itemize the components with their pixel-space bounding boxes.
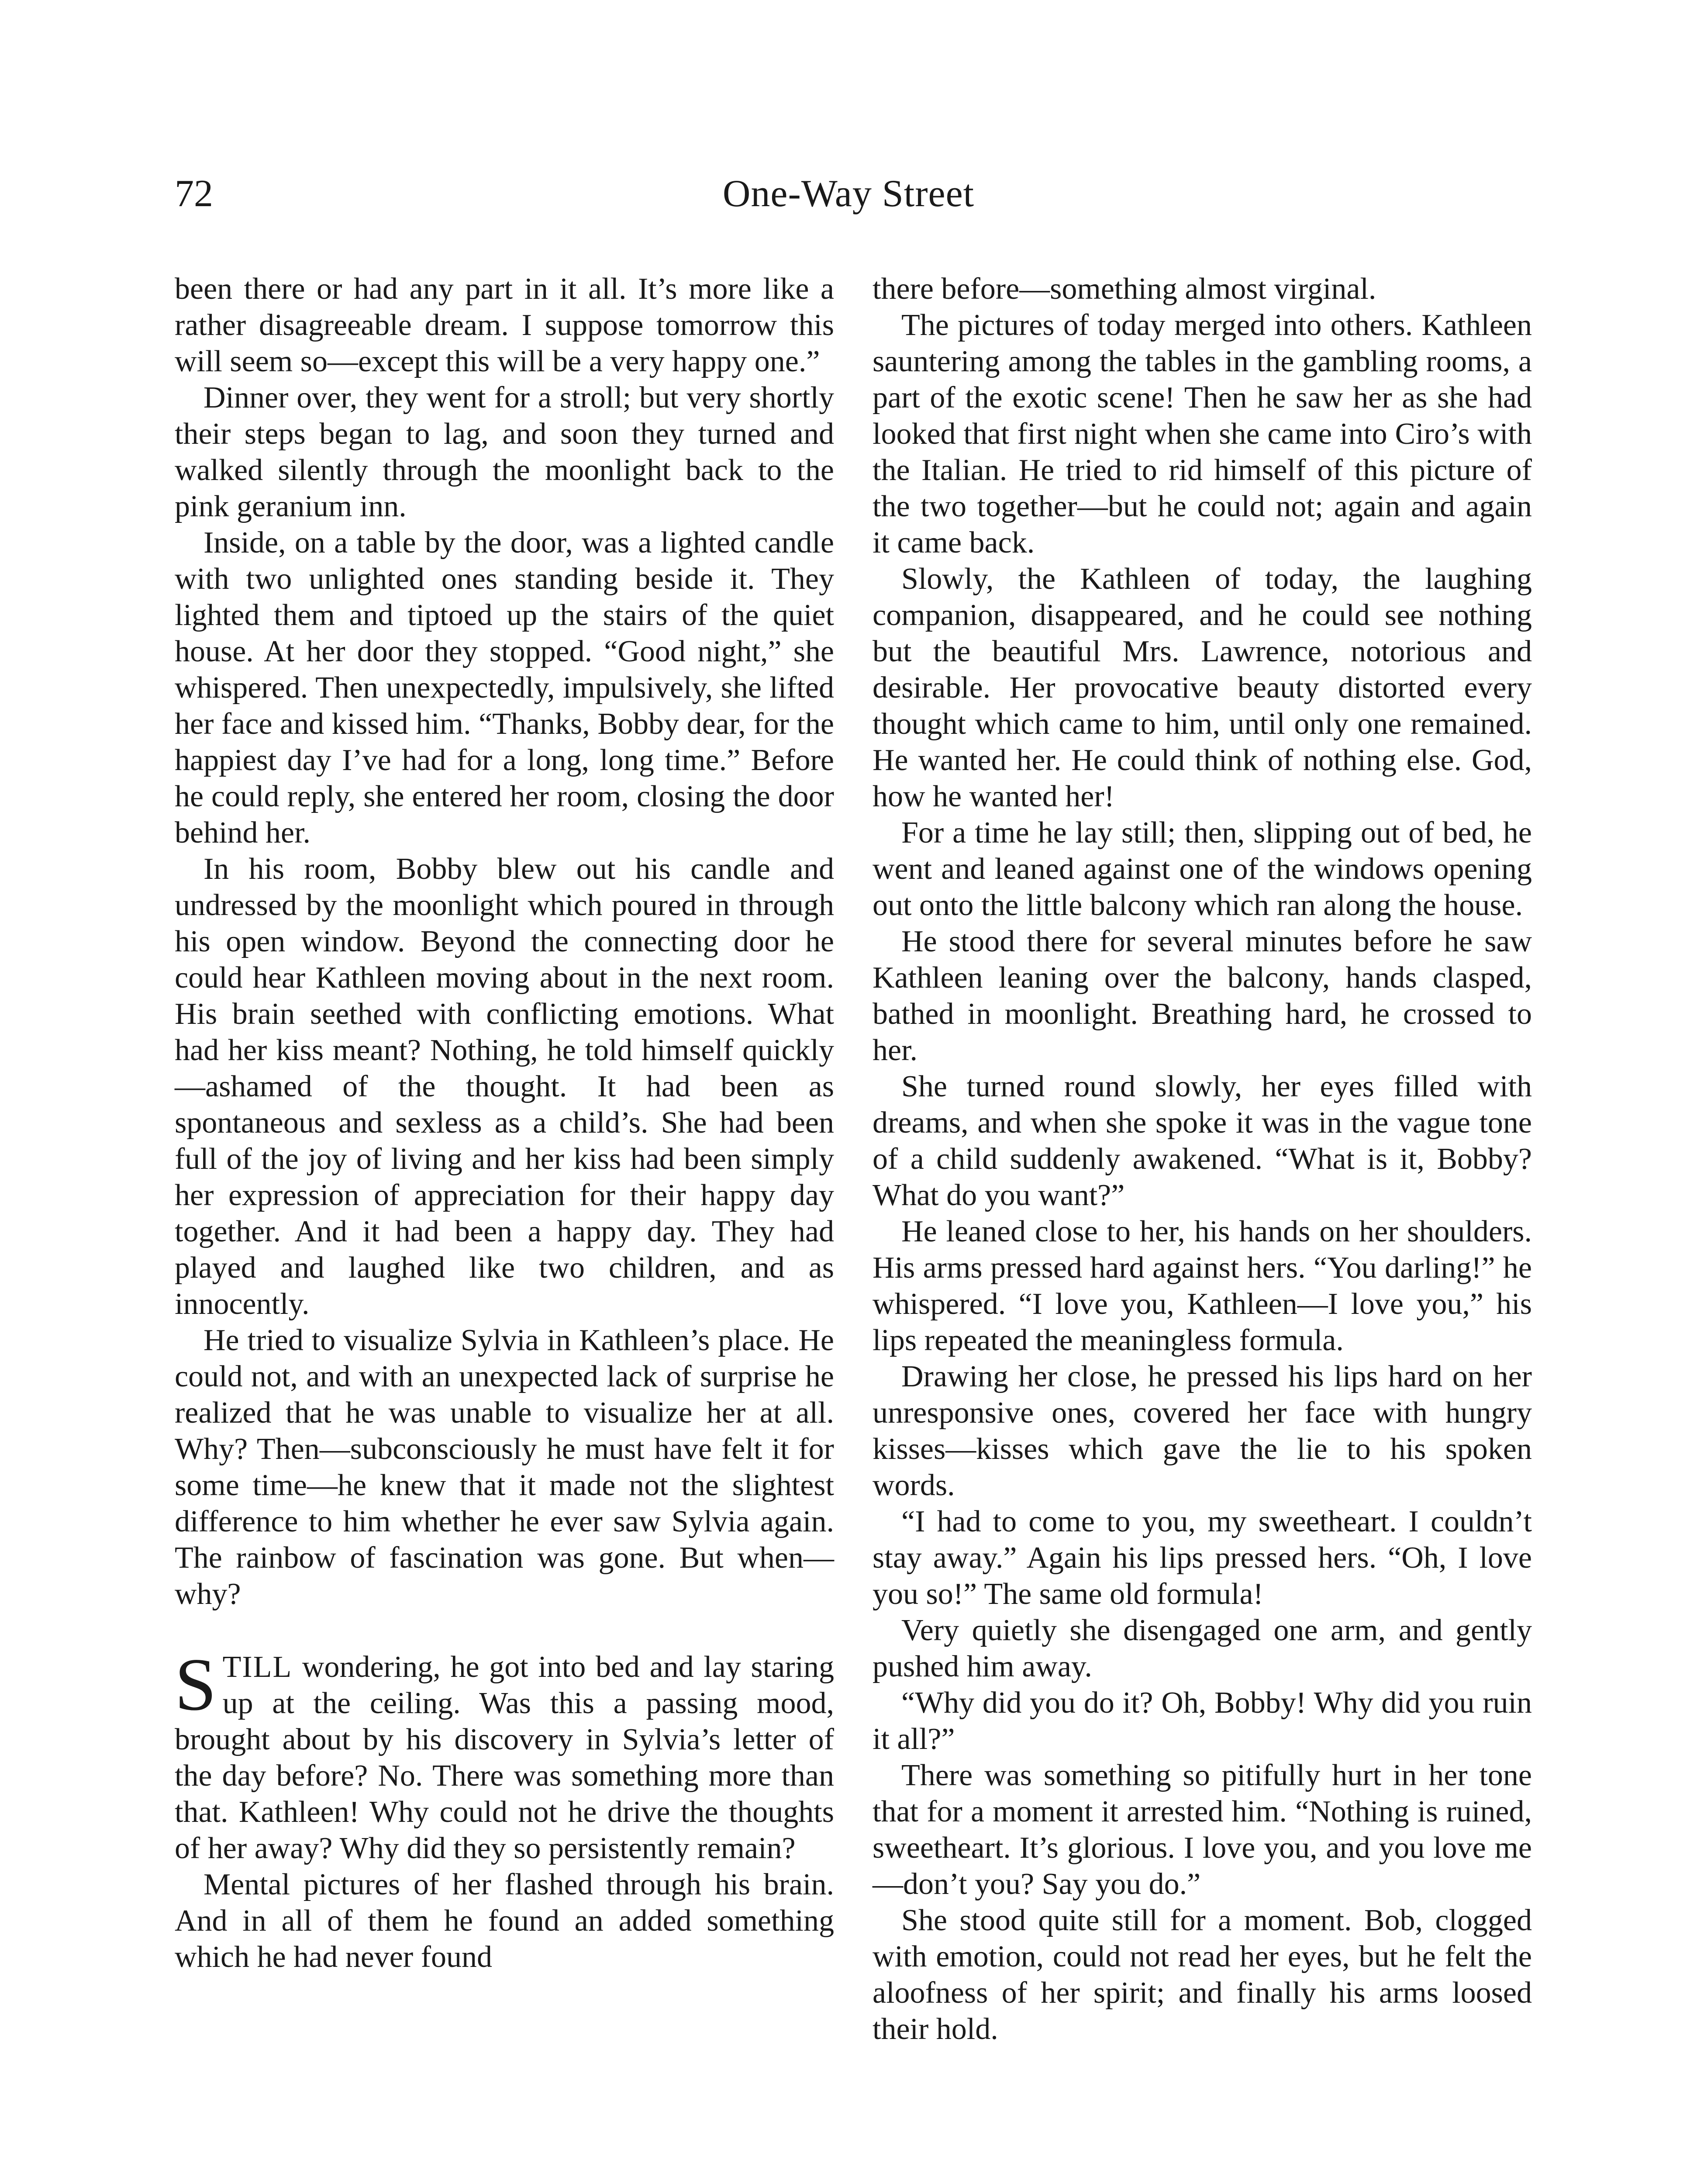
small-caps-lead: TILL xyxy=(222,1650,293,1684)
section-break xyxy=(175,1612,834,1649)
paragraph: Dinner over, they went for a stroll; but very shortly their steps began to lag, and soon they turned and walked silently through the moonlight back to the pink geranium inn. xyxy=(175,381,834,523)
dropcap-paragraph xyxy=(175,1643,834,1866)
right-column xyxy=(873,271,1532,2047)
paragraph: There was something so pitifully hurt in her tone that for a moment it arrested him. “Nothing is ruined, sweetheart. It’s glorious. I love you, and you love me—don’t you? Say you do.” xyxy=(873,1759,1532,1901)
paragraph: He tried to visualize Sylvia in Kathleen’s place. He could not, and with an unexpected lack of surprise he realized that he was unable to visualize her at all. Why? Then—subconsciously he must have felt it for some time—he knew that it made not the slightest difference to him whether he ever saw Sylvia again. The rainbow of fascination was gone. But when—why? xyxy=(175,1324,834,1611)
paragraph: For a time he lay still; then, slipping out of bed, he went and leaned against one of the windows opening out onto the little balcony which ran along the house. xyxy=(873,816,1532,922)
paragraph: In his room, Bobby blew out his candle and undressed by the moonlight which poured in through his open window. Beyond the connecting door he could hear Kathleen moving about in the next room. His brain seethed with conflicting emotions. What had her kiss meant? Nothing, he told himself quickly—ashamed of the thought. It had been as spontaneous and sexless as a child’s. She had been full of the joy of living and her kiss had been simply her expression of appreciation for their happy day together. And it had been a happy day. They had played and laughed like two children, and as innocently. xyxy=(175,852,834,1321)
paragraph: Inside, on a table by the door, was a lighted candle with two unlighted ones standing beside it. They lighted them and tiptoed up the stairs of the quiet house. At her door they stopped. “Good night,” she whispered. Then unexpectedly, impulsively, she lifted her face and kissed him. “Thanks, Bobby dear, for the happiest day I’ve had for a long, long time.” Before he could reply, she entered her room, closing the door behind her. xyxy=(175,526,834,850)
paragraph: Drawing her close, he pressed his lips hard on her unresponsive ones, covered her face with hungry kisses—kisses which gave the lie to his spoken words. xyxy=(873,1360,1532,1502)
running-head-title: One-Way Street xyxy=(722,173,975,215)
paragraph: Very quietly she disengaged one arm, and gently pushed him away. xyxy=(873,1614,1532,1683)
paragraph: He stood there for several minutes before he saw Kathleen leaning over the balcony, hands clasped, bathed in moonlight. Breathing hard, he crossed to her. xyxy=(873,925,1532,1067)
paragraph: She stood quite still for a moment. Bob, clogged with emotion, could not read her eyes, but he felt the aloofness of her spirit; and finally his arms loosed their hold. xyxy=(873,1904,1532,2046)
paragraph: Slowly, the Kathleen of today, the laughing companion, disappeared, and he could see nothing but the beautiful Mrs. Lawrence, notorious and desirable. Her provocative beauty distorted every thought which came to him, until only one remained. He wanted her. He could think of nothing else. God, how he wanted her! xyxy=(873,562,1532,813)
paragraph: been there or had any part in it all. It’s more like a rather disagreeable dream. I suppose tomorrow this will seem so—except this will be a very happy one.” xyxy=(175,272,834,378)
paragraph: The pictures of today merged into others. Kathleen sauntering among the tables in the gambling rooms, a part of the exotic scene! Then he saw her as she had looked that first night when she came into Ciro’s with the Italian. He tried to rid himself of this picture of the two together—but he could not; again and again it came back. xyxy=(873,308,1532,560)
paragraph: there before—something almost virginal. xyxy=(873,272,1376,306)
paragraph: “I had to come to you, my sweetheart. I couldn’t stay away.” Again his lips pressed hers. “Oh, I love you so!” The same old formula! xyxy=(873,1505,1532,1611)
page-number: 72 xyxy=(175,173,213,215)
paragraph: Mental pictures of her flashed through his brain. And in all of them he found an added something which he had never found xyxy=(175,1868,834,1974)
left-column xyxy=(175,271,834,1975)
paragraph: She turned round slowly, her eyes filled with dreams, and when she spoke it was in the vague tone of a child suddenly awakened. “What is it, Bobby? What do you want?” xyxy=(873,1070,1532,1212)
paragraph: “Why did you do it? Oh, Bobby! Why did you ruin it all?” xyxy=(873,1686,1532,1756)
paragraph-text: wondering, he got into bed and lay staring up at the ceiling. Was this a passing mood, brought about by his discovery in Sylvia’s letter of the day before? No. There was something more than that. Kathleen! Why could not he drive the thoughts of her away? Why did they so persistently remain? xyxy=(175,1650,834,1865)
paragraph: He leaned close to her, his hands on her shoulders. His arms pressed hard against hers. “You darling!” he whispered. “I love you, Kathleen—I love you,” his lips repeated the meaningless formula. xyxy=(873,1215,1532,1357)
drop-cap: S xyxy=(175,1643,217,1726)
